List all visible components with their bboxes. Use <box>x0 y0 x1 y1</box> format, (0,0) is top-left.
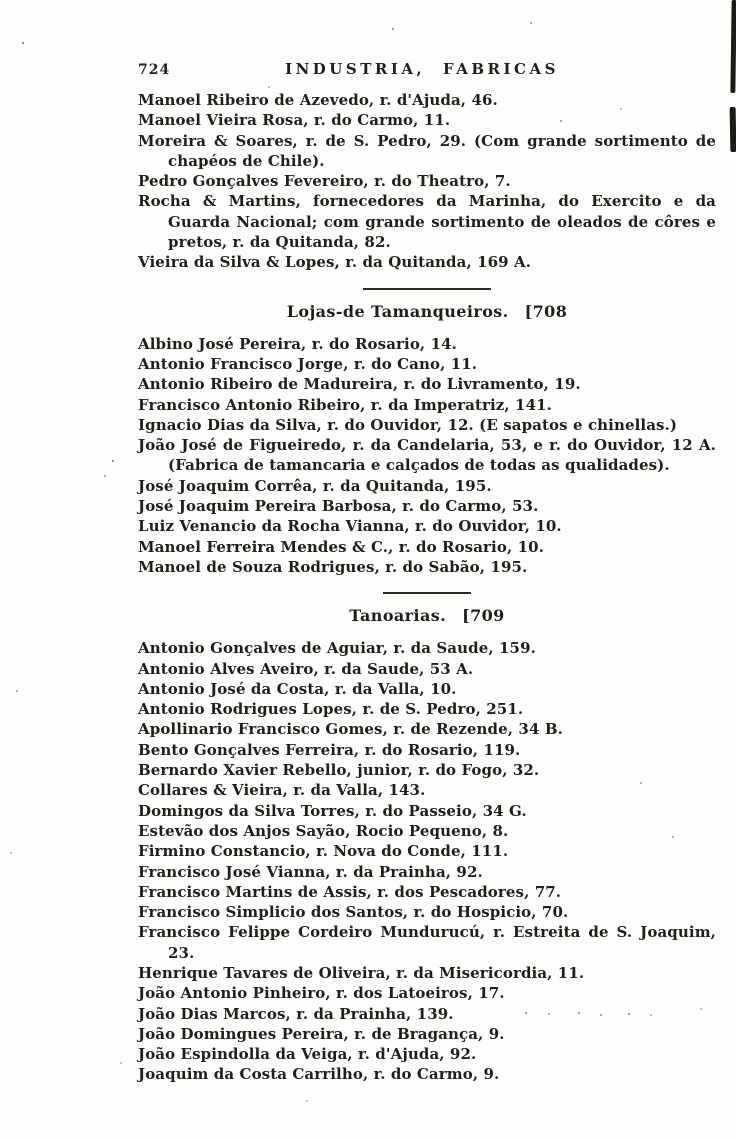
directory-entry: Antonio Rodrigues Lopes, r. de S. Pedro, 251. <box>138 700 524 719</box>
directory-entry: Manoel Vieira Rosa, r. do Carmo, 11. <box>138 111 451 130</box>
page-number: 724 <box>138 62 171 78</box>
directory-entry: José Joaquim Corrêa, r. da Quitanda, 195. <box>138 476 492 495</box>
directory-entry: Joaquim da Costa Carrilho, r. do Carmo, 9. <box>138 1065 500 1084</box>
directory-entry: Antonio Ribeiro de Madureira, r. do Livramento, 19. <box>138 375 581 394</box>
directory-entry: Rocha & Martins, fornecedores da Marinha, do Exercito e da Guarda Nacional; com grande sortimento de oleados de côres e pretos, r. da Quitanda, 82. <box>138 192 716 252</box>
directory-entry: Domingos da Silva Torres, r. do Passeio, 34 G. <box>138 801 527 820</box>
directory-entry: Francisco Felippe Cordeiro Mundurucú, r. Estreita de S. Joaquim, 23. <box>138 923 716 962</box>
directory-entry: Firmino Constancio, r. Nova do Conde, 111. <box>138 842 509 861</box>
section-tanoarias-entries <box>138 638 716 1085</box>
directory-entry: Apollinario Francisco Gomes, r. de Rezende, 34 B. <box>138 720 563 739</box>
directory-entry: Francisco Martins de Assis, r. dos Pescadores, 77. <box>138 882 562 901</box>
directory-entry: Francisco Simplicio dos Santos, r. do Hospicio, 70. <box>138 903 569 922</box>
section-heading-label: Tanoarias. <box>349 606 447 626</box>
directory-entry: João Dias Marcos, r. da Prainha, 139. <box>138 1004 454 1023</box>
directory-entry: Manoel Ribeiro de Azevedo, r. d'Ajuda, 46. <box>138 91 498 109</box>
running-header <box>138 60 716 84</box>
section-reference-number: [709 <box>462 606 505 626</box>
directory-entry: José Joaquim Pereira Barbosa, r. do Carmo, 53. <box>138 497 539 516</box>
directory-entry: João Domingues Pereira, r. de Bragança, 9. <box>138 1024 505 1043</box>
section-tamanqueiros-entries <box>138 334 716 578</box>
section-reference-number: [708 <box>524 301 568 321</box>
directory-entry: Henrique Tavares de Oliveira, r. da Misericordia, 11. <box>138 963 585 982</box>
scan-artifact-bar <box>730 0 736 93</box>
scan-noise-specks <box>0 0 2 2</box>
section-heading-label: Lojas-de Tamanqueiros. <box>286 301 509 321</box>
section-divider <box>138 592 716 625</box>
directory-entry: Francisco Antonio Ribeiro, r. da Imperatriz, 141. <box>138 395 552 414</box>
directory-entry: Bernardo Xavier Rebello, junior, r. do Fogo, 32. <box>138 761 540 780</box>
directory-entry: Collares & Vieira, r. da Valla, 143. <box>138 781 426 800</box>
scan-artifact-bar <box>730 107 736 152</box>
directory-entry: Francisco José Vianna, r. da Prainha, 92. <box>138 862 483 881</box>
directory-entry: Pedro Gonçalves Fevereiro, r. do Theatro, 7. <box>138 172 511 191</box>
directory-entry: Manoel de Souza Rodrigues, r. do Sabão, 195. <box>138 557 528 576</box>
directory-entry: João Espindolla da Veiga, r. d'Ajuda, 92. <box>138 1045 477 1064</box>
directory-entry: Antonio Alves Aveiro, r. da Saude, 53 A. <box>138 659 474 678</box>
directory-entry: Bento Gonçalves Ferreira, r. do Rosario, 119. <box>138 740 521 759</box>
directory-entry: Antonio Francisco Jorge, r. do Cano, 11. <box>138 354 478 373</box>
page-content <box>138 60 716 1085</box>
directory-entry: Luiz Venancio da Rocha Vianna, r. do Ouvidor, 10. <box>138 517 562 536</box>
directory-entry: Antonio Gonçalves de Aguiar, r. da Saude, 159. <box>138 639 536 658</box>
divider-rule <box>363 288 491 290</box>
page-title: INDUSTRIA, FABRICAS <box>285 60 559 78</box>
directory-entry: Ignacio Dias da Silva, r. do Ouvidor, 12. (E sapatos e chinellas.) <box>138 415 678 434</box>
directory-entry: João José de Figueiredo, r. da Candelaria, 53, e r. do Ouvidor, 12 A. (Fabrica de tamancaria e calçados de todas as qualidades). <box>138 436 716 475</box>
directory-entry: Manoel Ferreira Mendes & C., r. do Rosario, 10. <box>138 537 544 556</box>
directory-entry: Moreira & Soares, r. de S. Pedro, 29. (Com grande sortimento de chapéos de Chile). <box>138 131 716 170</box>
directory-entry: Vieira da Silva & Lopes, r. da Quitanda, 169 A. <box>138 253 532 272</box>
section-divider <box>138 288 716 321</box>
section-heading-tamanqueiros <box>138 302 716 321</box>
directory-entry: João Antonio Pinheiro, r. dos Latoeiros, 17. <box>138 984 505 1003</box>
directory-entry: Antonio José da Costa, r. da Valla, 10. <box>138 679 457 698</box>
section-continued-entries <box>138 90 716 273</box>
directory-entry: Estevão dos Anjos Sayão, Rocio Pequeno, 8. <box>138 821 509 840</box>
directory-entry: Albino José Pereira, r. do Rosario, 14. <box>138 334 457 353</box>
section-heading-tanoarias <box>138 606 716 625</box>
divider-rule <box>383 592 471 594</box>
